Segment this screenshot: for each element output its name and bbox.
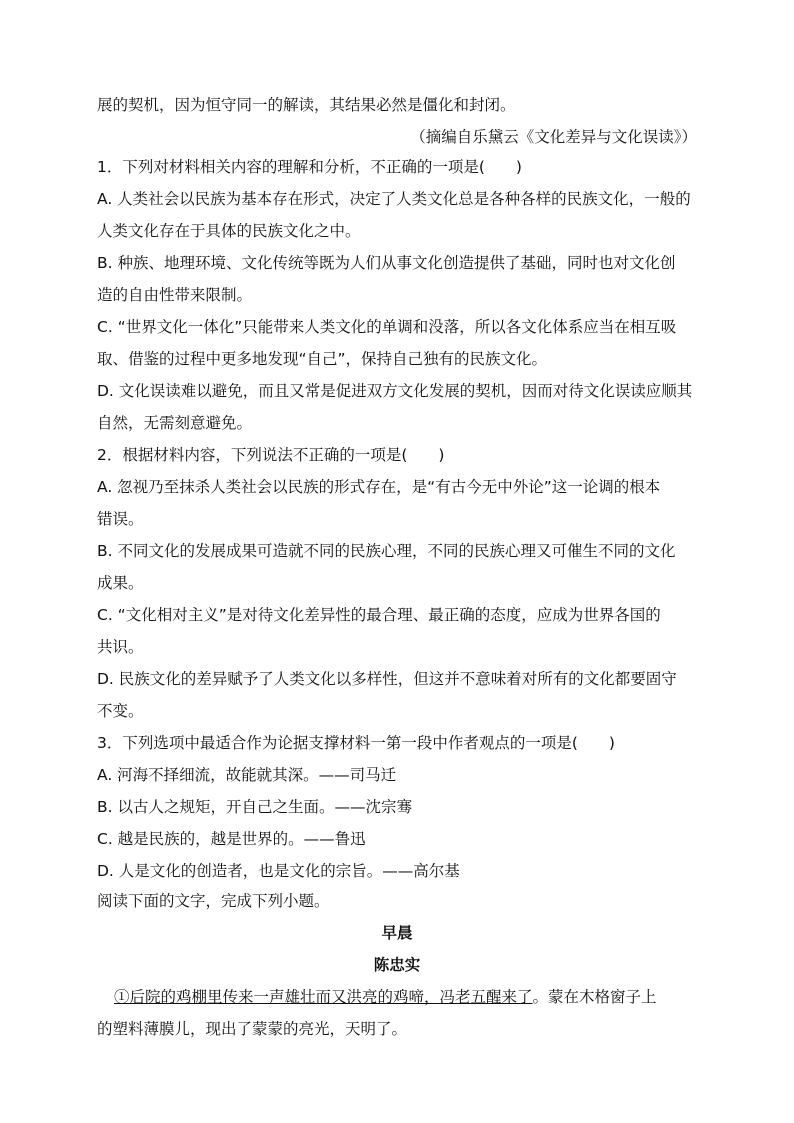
- question-3-option-c: C. 越是民族的，越是世界的。——鲁迅: [97, 830, 366, 848]
- question-2-option-c-line-2: 共识。: [97, 638, 144, 656]
- story-paragraph-1-line-2: 的塑料薄膜儿，现出了蒙蒙的亮光，天明了。: [97, 1020, 408, 1038]
- story-paragraph-1-continuation: 。蒙在木格窗子上: [532, 988, 657, 1006]
- question-2-option-a-line-2: 错误。: [97, 510, 144, 528]
- question-3-option-d: D. 人是文化的创造者，也是文化的宗旨。——高尔基: [97, 862, 460, 880]
- question-2-option-b-line-2: 成果。: [97, 574, 144, 592]
- story-paragraph-1-line-1: [114, 986, 714, 1008]
- question-2-option-b-line-1: B. 不同文化的发展成果可造就不同的民族心理，不同的民族心理又可催生不同的文化: [97, 542, 676, 560]
- question-1-option-a-line-1: A. 人类社会以民族为基本存在形式，决定了人类文化总是各种各样的民族文化，一般的: [97, 190, 691, 208]
- question-1-stem: 1．下列对材料相关内容的理解和分析，不正确的一项是( ): [97, 158, 522, 176]
- question-1-option-c-line-1: C. “世界文化一体化”只能带来人类文化的单调和没落，所以各文化体系应当在相互吸: [97, 318, 677, 336]
- reading-instruction: 阅读下面的文字，完成下列小题。: [97, 892, 330, 910]
- question-2-option-d-line-1: D. 民族文化的差异赋予了人类文化以多样性，但这并不意味着对所有的文化都要固守: [97, 670, 677, 688]
- question-1-option-c-line-2: 取、借鉴的过程中更多地发现“自己”，保持自己独有的民族文化。: [97, 350, 548, 368]
- story-author: 陈忠实: [373, 956, 421, 974]
- passage-tail-text: 展的契机，因为恒守同一的解读，其结果必然是僵化和封闭。: [97, 96, 516, 114]
- story-underlined-sentence: ①后院的鸡棚里传来一声雄壮而又洪亮的鸡啼，冯老五醒来了: [114, 988, 533, 1006]
- source-citation: （摘编自乐黛云《文化差异与文化误读》）: [410, 128, 697, 146]
- question-1-option-b-line-1: B. 种族、地理环境、文化传统等既为人们从事文化创造提供了基础，同时也对文化创: [97, 254, 676, 272]
- question-1-option-a-line-2: 人类文化存在于具体的民族文化之中。: [97, 222, 361, 240]
- question-3-option-b: B. 以古人之规矩，开自己之生面。——沈宗骞: [97, 798, 412, 816]
- question-2-option-a-line-1: A. 忽视乃至抹杀人类社会以民族的形式存在，是“有古今无中外论”这一论调的根本: [97, 478, 661, 496]
- question-2-stem: 2．根据材料内容，下列说法不正确的一项是( ): [97, 446, 445, 464]
- question-1-option-d-line-2: 自然，无需刻意避免。: [97, 414, 253, 432]
- question-1-option-d-line-1: D. 文化误读难以避免，而且又常是促进双方文化发展的契机，因而对待文化误读应顺其: [97, 382, 693, 400]
- question-2-option-d-line-2: 不变。: [97, 702, 144, 720]
- question-3-option-a: A. 河海不择细流，故能就其深。——司马迁: [97, 766, 397, 784]
- question-2-option-c-line-1: C. “文化相对主义”是对待文化差异性的最合理、最正确的态度，应成为世界各国的: [97, 606, 661, 624]
- question-3-stem: 3．下列选项中最适合作为论据支撑材料一第一段中作者观点的一项是( ): [97, 734, 615, 752]
- story-title: 早晨: [381, 924, 413, 942]
- question-1-option-b-line-2: 造的自由性带来限制。: [97, 286, 253, 304]
